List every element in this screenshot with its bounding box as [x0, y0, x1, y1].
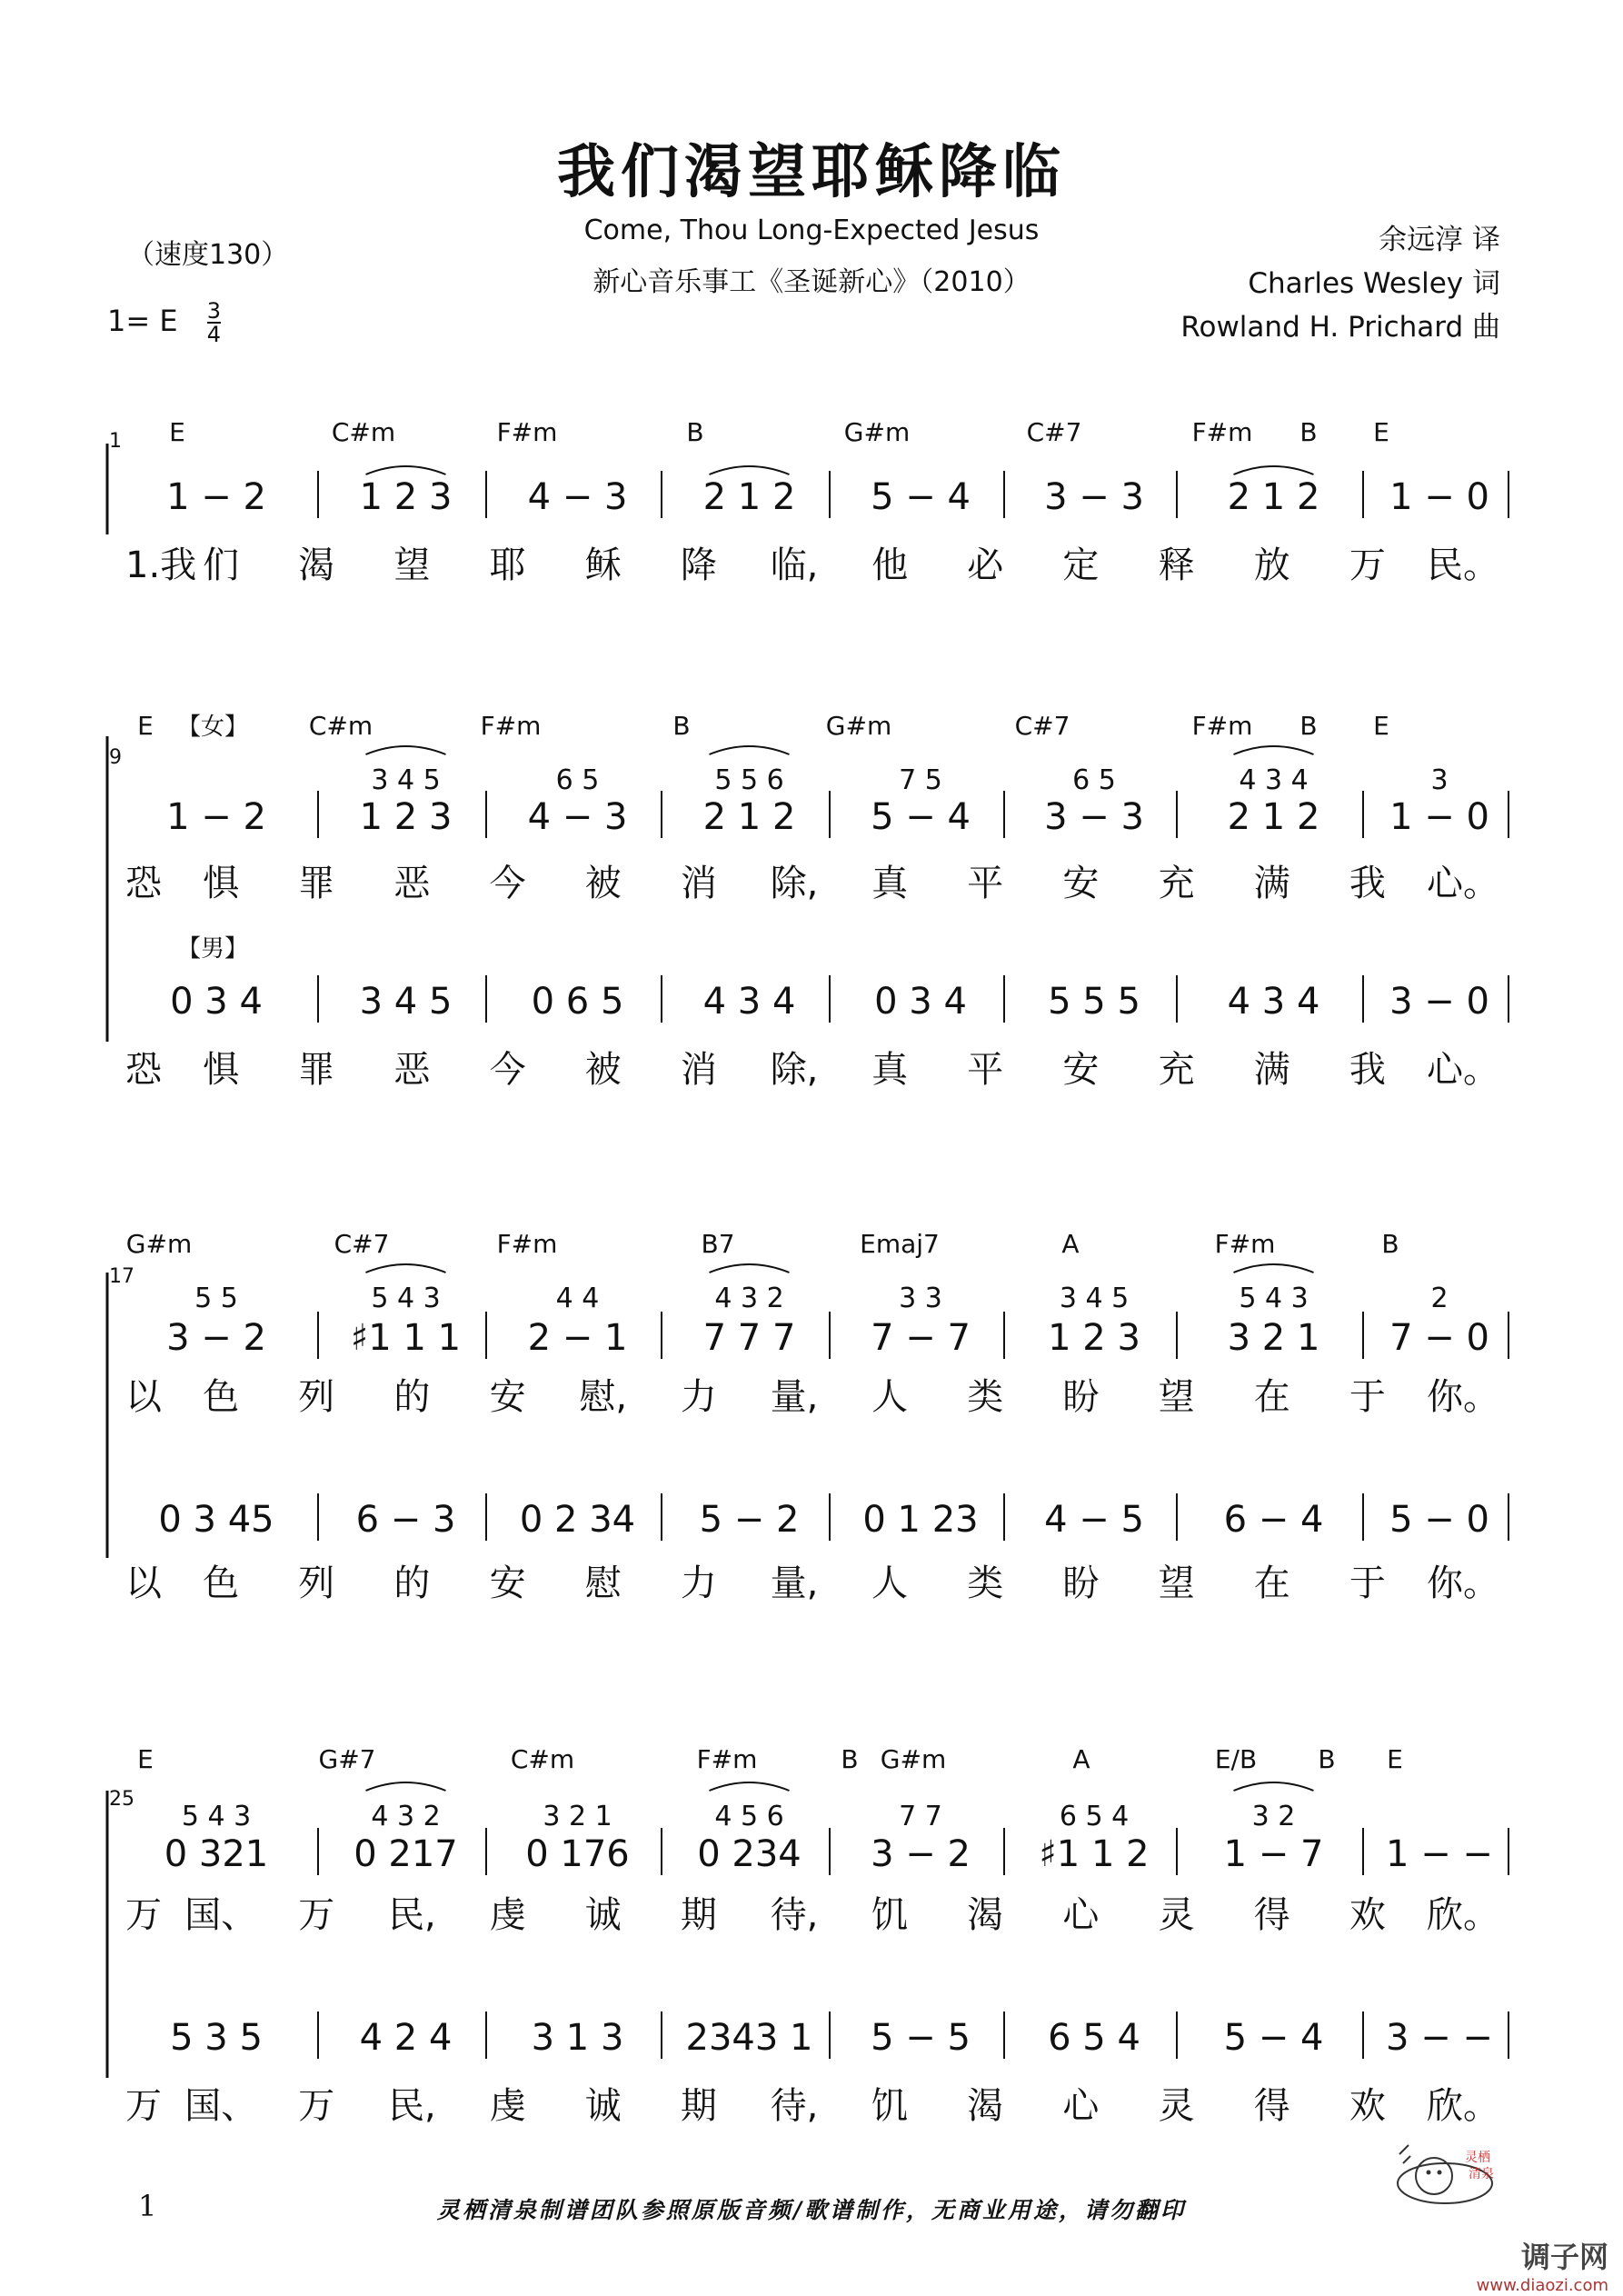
male-lyric-syllable: 虔 — [489, 2085, 526, 2127]
male-lyric-syllable: 量, — [770, 1562, 819, 1604]
male-lyric-syllable: 满 — [1253, 1049, 1290, 1091]
upper-harmony-notes: 4 5 6 — [714, 1801, 784, 1832]
lyricist-credit: Charles Wesley 词 — [1248, 267, 1500, 300]
lyric-syllable: 虔 — [489, 1894, 526, 1936]
lyric-syllable: 的 — [393, 1376, 431, 1418]
upper-harmony-notes: 5 4 3 — [181, 1801, 252, 1832]
male-lyric-syllable: 望 — [1158, 1562, 1195, 1604]
male-part-notes: 3 − − — [1386, 2017, 1493, 2059]
chord-symbol: E — [1373, 417, 1389, 447]
male-part-notes: 0 3 45 — [158, 1499, 274, 1541]
male-part-label: 【男】 — [177, 935, 249, 963]
melody-notes: 1 − 2 — [166, 796, 266, 838]
melody-notes: 0 217 — [353, 1833, 458, 1875]
upper-harmony-notes: 2 — [1430, 1283, 1449, 1314]
upper-harmony-notes: 3 4 5 — [371, 764, 441, 796]
lyric-syllable: 平 — [967, 863, 1004, 904]
male-part-notes: 3 1 3 — [531, 2017, 624, 2059]
male-lyric-syllable: 力 — [680, 1562, 717, 1604]
chord-symbol: F#m — [1191, 417, 1253, 447]
watermark-url: www.diaozi.com — [1476, 2276, 1608, 2295]
male-lyric-syllable: 除, — [770, 1049, 819, 1091]
male-part-notes: 2343 1 — [685, 2017, 813, 2059]
upper-harmony-notes: 6 5 — [555, 764, 600, 796]
upper-harmony-notes: 3 2 — [1251, 1801, 1296, 1832]
melody-notes: 0 176 — [525, 1833, 630, 1875]
male-lyric-syllable: 罪 — [298, 1049, 335, 1091]
upper-harmony-notes: 3 4 5 — [1059, 1283, 1130, 1314]
melody-notes: 1 2 3 — [359, 796, 453, 838]
lyric-syllable: 望 — [393, 544, 431, 586]
lyric-syllable: 以 — [125, 1376, 162, 1418]
upper-harmony-notes: 3 2 1 — [543, 1801, 612, 1832]
measure-number: 25 — [109, 1788, 134, 1811]
chord-symbol: B — [1318, 1744, 1336, 1774]
lyric-syllable: 渴 — [967, 1894, 1004, 1936]
lyric-syllable: 消 — [680, 863, 717, 904]
album-source: 新心音乐事工《圣诞新心》（2010） — [592, 266, 1031, 298]
english-title: Come, Thou Long-Expected Jesus — [583, 215, 1040, 246]
chord-symbol: F#m — [696, 1744, 758, 1774]
male-lyric-syllable: 惧 — [203, 1049, 240, 1091]
male-lyric-syllable: 你。 — [1427, 1562, 1499, 1604]
lyric-syllable: 欣。 — [1427, 1894, 1499, 1936]
lyric-syllable: 万 — [298, 1894, 335, 1936]
lyric-syllable: 心。 — [1427, 863, 1499, 904]
melody-notes: 7 − 7 — [871, 1317, 971, 1359]
lyric-syllable: 必 — [967, 544, 1004, 586]
tempo-marking: （速度130） — [127, 239, 289, 271]
male-lyric-syllable: 以 — [125, 1562, 162, 1604]
measure-number: 17 — [109, 1265, 134, 1288]
male-part-notes: 5 − 5 — [871, 2017, 971, 2059]
male-part-notes: 4 − 5 — [1044, 1499, 1144, 1541]
lyric-syllable: 惧 — [203, 863, 240, 904]
chord-symbol: G#m — [843, 417, 911, 447]
lyric-syllable: 今 — [489, 863, 526, 904]
male-lyric-syllable: 慰 — [584, 1562, 622, 1604]
lyric-syllable: 期 — [680, 1894, 717, 1936]
lyric-syllable: 渴 — [298, 544, 335, 586]
upper-harmony-notes: 5 4 3 — [1239, 1283, 1309, 1314]
male-lyric-syllable: 期 — [680, 2085, 717, 2127]
lyric-syllable: 人 — [871, 1376, 909, 1418]
upper-harmony-notes: 7 5 — [899, 764, 942, 796]
chord-symbol: B — [1299, 711, 1318, 741]
measure-number: 1 — [109, 430, 122, 453]
male-lyric-syllable: 恐 — [125, 1049, 162, 1091]
lyric-syllable: 充 — [1158, 863, 1195, 904]
male-lyric-syllable: 国、 — [184, 2085, 258, 2127]
chord-symbol: G#m — [825, 711, 892, 741]
lyric-syllable: 满 — [1253, 863, 1290, 904]
chord-symbol: C#7 — [1014, 711, 1070, 741]
male-lyric-syllable: 渴 — [967, 2085, 1004, 2127]
melody-notes: 2 1 2 — [702, 476, 796, 518]
male-lyric-syllable: 得 — [1253, 2085, 1290, 2127]
lyric-syllable: 在 — [1253, 1376, 1290, 1418]
lyric-syllable: 罪 — [298, 863, 335, 904]
chord-symbol: G#7 — [318, 1744, 376, 1774]
lyric-syllable: 得 — [1253, 1894, 1290, 1936]
chord-symbol: B — [686, 417, 704, 447]
lyric-syllable: 万 — [1349, 544, 1386, 586]
lyric-syllable: 诚 — [584, 1894, 622, 1936]
lyric-syllable: 耶 — [489, 544, 526, 586]
male-lyric-syllable: 安 — [489, 1562, 526, 1604]
male-part-notes: 6 5 4 — [1048, 2017, 1140, 2059]
slur — [366, 746, 446, 754]
chord-symbol: E — [1387, 1744, 1403, 1774]
melody-notes: 7 7 7 — [702, 1317, 796, 1359]
lyric-syllable: 临, — [770, 544, 819, 586]
upper-harmony-notes: 3 — [1430, 764, 1449, 796]
male-lyric-syllable: 被 — [584, 1049, 622, 1091]
male-part-notes: 0 1 23 — [862, 1499, 979, 1541]
melody-notes: 3 2 1 — [1227, 1317, 1320, 1359]
chord-symbol: E — [169, 417, 185, 447]
melody-notes: 0 234 — [697, 1833, 802, 1875]
slur — [366, 1782, 446, 1791]
male-part-notes: 5 − 0 — [1389, 1499, 1489, 1541]
chord-symbol: G#m — [125, 1229, 193, 1259]
male-part-notes: 4 3 4 — [1227, 981, 1320, 1023]
lyric-syllable: 量, — [770, 1376, 819, 1418]
site-watermark — [1477, 2234, 1608, 2295]
slur — [1234, 746, 1314, 754]
chord-symbol: B7 — [701, 1229, 735, 1259]
melody-notes: 1 − − — [1386, 1833, 1493, 1875]
lyric-syllable: 民。 — [1427, 544, 1499, 586]
melody-notes: 3 − 3 — [1044, 476, 1144, 518]
lyric-syllable: 国、 — [184, 1894, 258, 1936]
male-lyric-syllable: 安 — [1062, 1049, 1100, 1091]
male-part-notes: 4 2 4 — [359, 2017, 453, 2059]
measure-number: 9 — [109, 746, 122, 769]
upper-harmony-notes: 7 7 — [899, 1801, 942, 1832]
chord-symbol: E/B — [1214, 1744, 1258, 1774]
male-lyric-syllable: 色 — [203, 1562, 240, 1604]
svg-text:清泉: 清泉 — [1469, 2167, 1494, 2181]
lyric-syllable: 恐 — [125, 863, 162, 904]
lyric-syllable: 民, — [388, 1894, 436, 1936]
lyric-syllable: 1.我 — [125, 544, 197, 586]
upper-harmony-notes: 4 4 — [555, 1283, 600, 1314]
male-lyric-syllable: 万 — [298, 2085, 335, 2127]
time-signature-bottom: 4 — [206, 322, 222, 347]
male-lyric-syllable: 万 — [125, 2085, 162, 2127]
lyric-syllable: 心 — [1062, 1894, 1100, 1936]
lyric-syllable: 望 — [1158, 1376, 1195, 1418]
slur — [1234, 1264, 1314, 1273]
lyric-syllable: 灵 — [1158, 1894, 1195, 1936]
upper-harmony-notes: 6 5 4 — [1059, 1801, 1130, 1832]
time-signature-top: 3 — [206, 298, 222, 324]
upper-harmony-notes: 5 5 6 — [714, 764, 784, 796]
male-lyric-syllable: 欢 — [1349, 2085, 1386, 2127]
chord-symbol: A — [1061, 1229, 1080, 1259]
male-lyric-syllable: 心 — [1062, 2085, 1100, 2127]
upper-harmony-notes: 5 5 — [194, 1283, 238, 1314]
chord-symbol: Emaj7 — [860, 1229, 940, 1259]
watermark-name: 调子网 — [1520, 2240, 1608, 2274]
lyric-syllable: 饥 — [871, 1894, 909, 1936]
chord-symbol: C#m — [331, 417, 396, 447]
male-lyric-syllable: 我 — [1349, 1049, 1386, 1091]
lyric-syllable: 色 — [203, 1376, 240, 1418]
lyric-syllable: 们 — [203, 544, 240, 586]
chord-symbol: E — [1373, 711, 1389, 741]
lyric-syllable: 你。 — [1427, 1376, 1499, 1418]
chord-symbol: F#m — [496, 1229, 558, 1259]
melody-notes: 2 − 1 — [527, 1317, 628, 1359]
melody-notes: ♯1 1 2 — [1039, 1833, 1150, 1875]
male-part-notes: 0 3 4 — [170, 981, 263, 1023]
male-part-notes: 5 − 2 — [699, 1499, 800, 1541]
upper-harmony-notes: 3 3 — [899, 1283, 942, 1314]
lyric-syllable: 被 — [584, 863, 622, 904]
lyric-syllable: 释 — [1158, 544, 1195, 586]
lyric-syllable: 我 — [1349, 863, 1386, 904]
male-lyric-syllable: 人 — [871, 1562, 909, 1604]
chord-symbol: G#m — [880, 1744, 947, 1774]
male-lyric-syllable: 待, — [770, 2085, 819, 2127]
male-lyric-syllable: 民, — [388, 2085, 436, 2127]
translator-credit: 余远淳 译 — [1379, 224, 1500, 256]
melody-notes: 2 1 2 — [1227, 476, 1320, 518]
lyric-syllable: 欢 — [1349, 1894, 1386, 1936]
melody-notes: ♯1 1 1 — [350, 1317, 462, 1359]
key-label: 1= E — [107, 304, 178, 338]
male-lyric-syllable: 饥 — [871, 2085, 909, 2127]
male-lyric-syllable: 消 — [680, 1049, 717, 1091]
slur — [1234, 466, 1314, 474]
melody-notes: 4 − 3 — [527, 476, 628, 518]
copyright-note: 灵栖清泉制谱团队参照原版音频/歌谱制作，无商业用途，请勿翻印 — [436, 2197, 1187, 2223]
male-lyric-syllable: 列 — [298, 1562, 335, 1604]
male-lyric-syllable: 类 — [967, 1562, 1004, 1604]
slur — [710, 1782, 790, 1791]
lyric-syllable: 力 — [680, 1376, 717, 1418]
male-lyric-syllable: 今 — [489, 1049, 526, 1091]
slur — [1234, 1782, 1314, 1791]
male-lyric-syllable: 盼 — [1062, 1562, 1100, 1604]
composer-credit: Rowland H. Prichard 曲 — [1180, 311, 1500, 344]
chord-symbol: B — [1381, 1229, 1399, 1259]
melody-notes: 5 − 4 — [871, 796, 971, 838]
upper-harmony-notes: 6 5 — [1072, 764, 1116, 796]
chord-symbol: F#m — [496, 417, 558, 447]
chord-symbol: E — [137, 711, 154, 741]
lyric-syllable: 于 — [1349, 1376, 1386, 1418]
female-part-label: 【女】 — [177, 714, 249, 741]
male-lyric-syllable: 的 — [393, 1562, 431, 1604]
lyric-syllable: 降 — [680, 544, 717, 586]
lyric-syllable: 列 — [298, 1376, 335, 1418]
lyric-syllable: 真 — [871, 863, 909, 904]
page-number: 1 — [138, 2189, 157, 2223]
upper-harmony-notes: 4 3 4 — [1239, 764, 1309, 796]
melody-notes: 0 321 — [164, 1833, 269, 1875]
melody-notes: 1 2 3 — [359, 476, 453, 518]
lyric-syllable: 慰, — [579, 1376, 628, 1418]
male-part-notes: 0 2 34 — [519, 1499, 636, 1541]
male-lyric-syllable: 真 — [871, 1049, 909, 1091]
lyric-syllable: 他 — [871, 544, 909, 586]
lyric-syllable: 类 — [967, 1376, 1004, 1418]
male-lyric-syllable: 在 — [1253, 1562, 1290, 1604]
male-part-notes: 5 − 4 — [1223, 2017, 1324, 2059]
male-part-notes: 3 4 5 — [359, 981, 453, 1023]
lyric-syllable: 稣 — [584, 544, 622, 586]
male-part-notes: 5 3 5 — [170, 2017, 263, 2059]
male-part-notes: 3 − 0 — [1389, 981, 1489, 1023]
male-lyric-syllable: 恶 — [393, 1049, 431, 1091]
melody-notes: 5 − 4 — [871, 476, 971, 518]
slur — [366, 1264, 446, 1273]
lyric-syllable: 万 — [125, 1894, 162, 1936]
chord-symbol: C#7 — [1026, 417, 1082, 447]
male-part-notes: 5 5 5 — [1048, 981, 1140, 1023]
chord-symbol: B — [672, 711, 691, 741]
chord-symbol: F#m — [480, 711, 542, 741]
slur — [710, 1264, 790, 1273]
lyric-syllable: 恶 — [393, 863, 431, 904]
lyric-syllable: 除, — [770, 863, 819, 904]
melody-notes: 3 − 2 — [871, 1833, 971, 1875]
slur — [366, 466, 446, 474]
chord-symbol: A — [1072, 1744, 1090, 1774]
male-lyric-syllable: 充 — [1158, 1049, 1195, 1091]
upper-harmony-notes: 4 3 2 — [371, 1801, 441, 1832]
male-part-notes: 4 3 4 — [702, 981, 796, 1023]
slur — [710, 746, 790, 754]
male-lyric-syllable: 灵 — [1158, 2085, 1195, 2127]
male-lyric-syllable: 平 — [967, 1049, 1004, 1091]
male-part-notes: 6 − 3 — [355, 1499, 456, 1541]
lyric-syllable: 安 — [489, 1376, 526, 1418]
melody-notes: 1 − 7 — [1223, 1833, 1324, 1875]
melody-notes: 2 1 2 — [702, 796, 796, 838]
chord-symbol: E — [137, 1744, 154, 1774]
chord-symbol: C#m — [308, 711, 373, 741]
melody-notes: 4 − 3 — [527, 796, 628, 838]
chord-symbol: C#m — [510, 1744, 575, 1774]
chord-symbol: F#m — [1191, 711, 1253, 741]
male-lyric-syllable: 诚 — [584, 2085, 622, 2127]
melody-notes: 1 2 3 — [1048, 1317, 1140, 1359]
svg-text:灵栖: 灵栖 — [1465, 2151, 1490, 2165]
melody-notes: 2 1 2 — [1227, 796, 1320, 838]
melody-notes: 7 − 0 — [1389, 1317, 1489, 1359]
male-lyric-syllable: 欣。 — [1427, 2085, 1499, 2127]
lyric-syllable: 定 — [1062, 544, 1100, 586]
lyric-syllable: 盼 — [1062, 1376, 1100, 1418]
lyric-syllable: 待, — [770, 1894, 819, 1936]
lyric-syllable: 安 — [1062, 863, 1100, 904]
chord-symbol: C#7 — [334, 1229, 390, 1259]
chord-symbol: F#m — [1214, 1229, 1276, 1259]
male-part-notes: 0 6 5 — [531, 981, 624, 1023]
slur — [710, 466, 790, 474]
male-lyric-syllable: 心。 — [1427, 1049, 1499, 1091]
melody-notes: 1 − 2 — [166, 476, 266, 518]
chord-symbol: B — [841, 1744, 859, 1774]
upper-harmony-notes: 4 3 2 — [714, 1283, 784, 1314]
melody-notes: 1 − 0 — [1389, 476, 1489, 518]
melody-notes: 1 − 0 — [1389, 796, 1489, 838]
melody-notes: 3 − 3 — [1044, 796, 1144, 838]
male-part-notes: 6 − 4 — [1223, 1499, 1324, 1541]
male-part-notes: 0 3 4 — [874, 981, 967, 1023]
male-lyric-syllable: 于 — [1349, 1562, 1386, 1604]
song-title: 我们渴望耶稣降临 — [557, 139, 1066, 206]
lyric-syllable: 放 — [1253, 544, 1290, 586]
chord-symbol: B — [1299, 417, 1318, 447]
upper-harmony-notes: 5 4 3 — [371, 1283, 441, 1314]
melody-notes: 3 − 2 — [166, 1317, 266, 1359]
